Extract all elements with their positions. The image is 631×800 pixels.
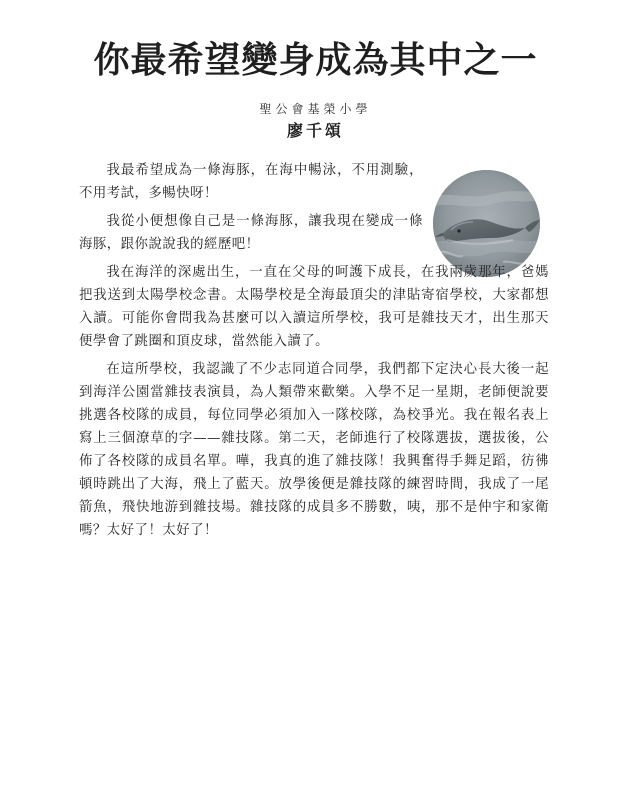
- paragraph: [79, 261, 549, 353]
- author-name: 廖千頌: [286, 121, 344, 140]
- paragraph: [79, 159, 423, 205]
- paragraph: [79, 358, 549, 542]
- paragraph: [79, 210, 423, 256]
- paragraph-text: 在這所學校，我認識了不少志同道合同學，我們都下定決心長大後一起到海洋公園當雜技表演員，為人類帶來歡樂。入學不足一星期，老師便說要挑選各校隊的成員，每位同學必須加入一隊校隊，為校爭光。我在報名表上寫上三個潦草的字——雜技隊。第二天，老師進行了校隊選拔，選拔後，公佈了各校隊的成員名單。嘩，我真的進了雜技隊！我興奮得手舞足蹈，彷彿頓時跳出了大海，飛上了藍天。放學後便是雜技隊的練習時間，我成了一尾箭魚，飛快地游到雜技場。雜技隊的成員多不勝數，咦，那不是仲宇和家衛嗎？太好了！太好了！: [79, 362, 549, 538]
- paragraph-text: 我最希望成為一條海豚，在海中暢泳，不用測驗，不用考試，多暢快呀！: [79, 163, 423, 201]
- essay-body: [79, 159, 549, 547]
- paragraph-text: 我在海洋的深處出生，一直在父母的呵護下成長，在我兩歲那年，爸媽把我送到太陽學校念書。太陽學校是全海最頂尖的津貼寄宿學校，大家都想入讀。可能你會問我為甚麼可以入讀這所學校，我可是雜技天才，出生那天便學會了跳圈和頂皮球，當然能入讀了。: [79, 265, 549, 349]
- school-name: 聖公會基榮小學: [259, 102, 372, 116]
- essay-title: 你最希望變身成為其中之一: [93, 39, 538, 81]
- paragraph-text: 我從小便想像自己是一條海豚，讓我現在變成一條海豚，跟你說說我的經歷吧！: [79, 214, 423, 252]
